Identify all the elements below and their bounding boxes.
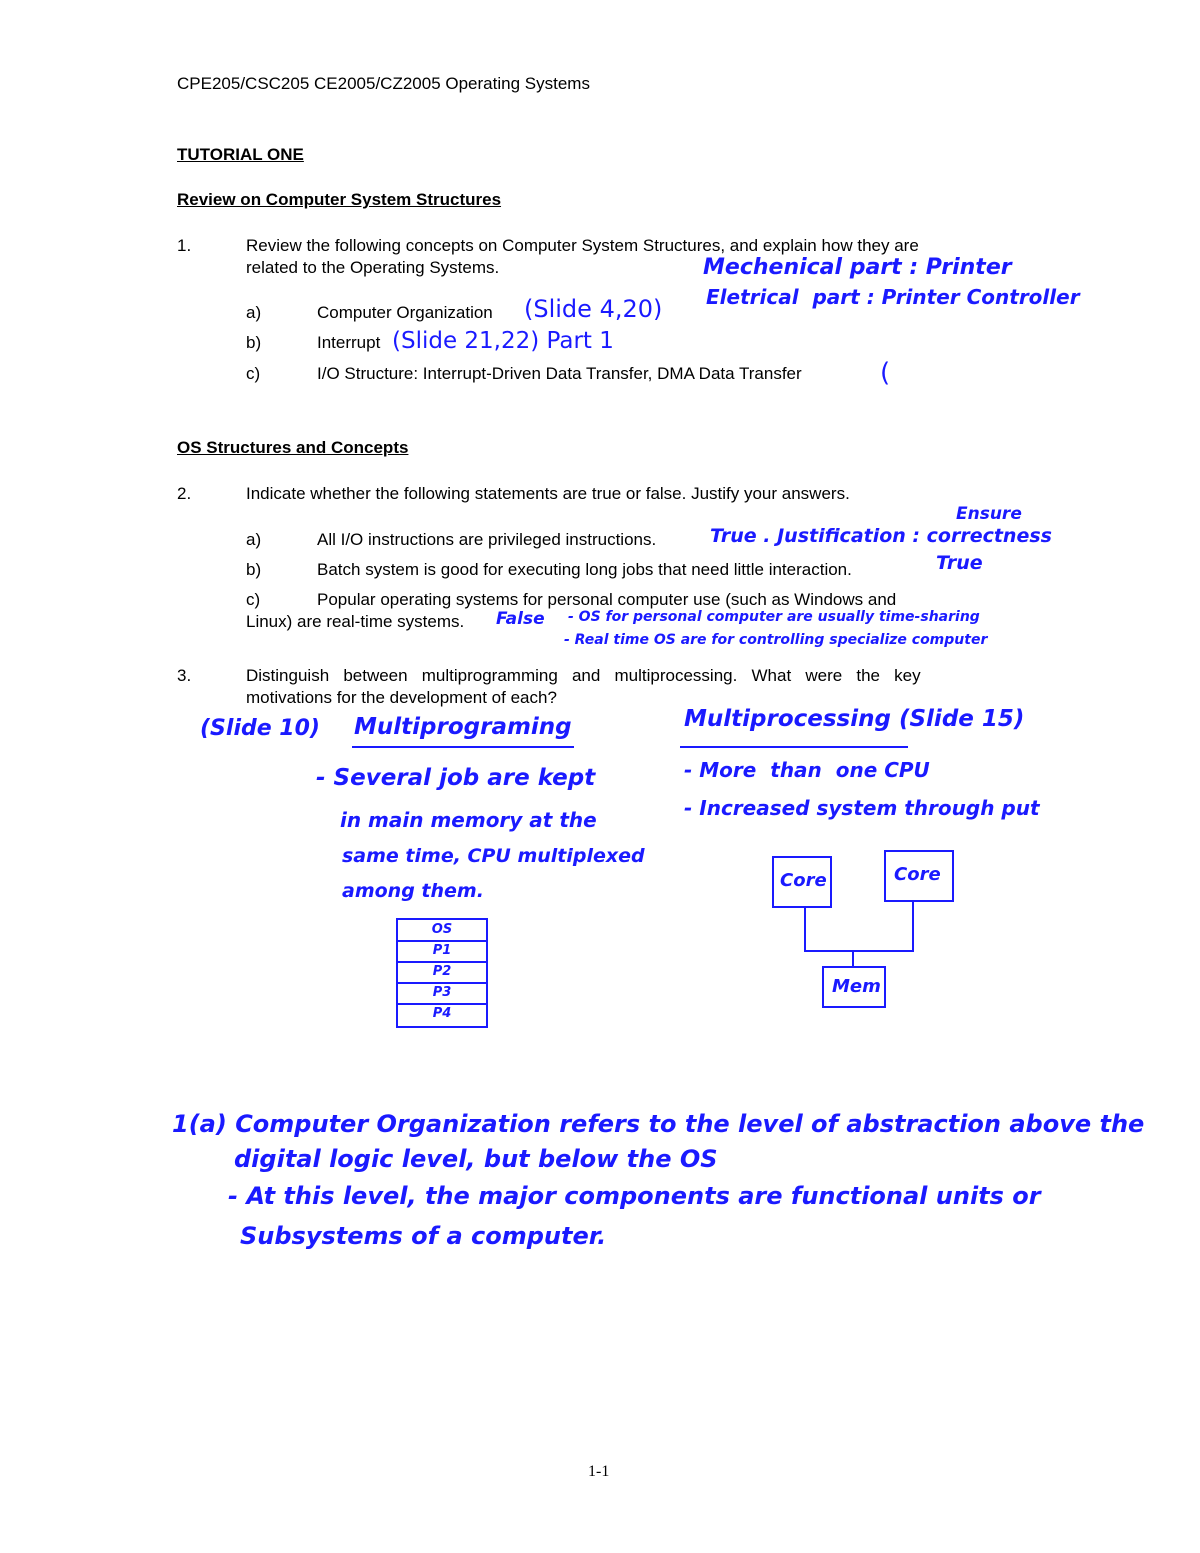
note-electrical-part: Eletrical part : Printer Controller (706, 285, 1080, 309)
item-text: Computer Organization (317, 303, 493, 322)
underline (352, 746, 574, 748)
item-label: c) (246, 364, 261, 383)
note-several-job-2: in main memory at the (340, 808, 597, 832)
answer-line-2: digital logic level, but below the OS (234, 1145, 718, 1173)
page-header: CPE205/CSC205 CE2005/CZ2005 Operating Systems (177, 74, 590, 93)
connector (804, 906, 806, 952)
connector (912, 900, 914, 952)
mem-label: Mem (832, 976, 881, 997)
note-true-b: True (936, 552, 983, 574)
note-true-justification: True . Justification : correctness (710, 525, 1052, 547)
divider (398, 940, 486, 942)
divider (398, 1003, 486, 1005)
core-label: Core (780, 870, 827, 891)
item-label: b) (246, 560, 262, 579)
core-box (772, 856, 832, 908)
memory-stack-diagram (396, 918, 488, 1028)
question-number: 1. (177, 236, 192, 255)
note-several-job-3: same time, CPU multiplexed (342, 845, 645, 867)
item-text-continued: Linux) are real-time systems. (246, 612, 465, 631)
note-slide-10: (Slide 10) (200, 716, 320, 741)
memory-cell: P3 (432, 985, 452, 1000)
note-increased-throughput: - Increased system through put (684, 796, 1040, 820)
question-1-line-1: Review the following concepts on Computer System Structures, and explain how they are (246, 236, 919, 255)
section-heading-review: Review on Computer System Structures (177, 190, 502, 209)
note-os-personal: - OS for personal computer are usually time-sharing (568, 609, 980, 625)
answer-line-4: Subsystems of a computer. (240, 1222, 607, 1250)
underline (680, 746, 908, 748)
note-slide-4-20: (Slide 4,20) (524, 295, 663, 323)
note-several-job-1: - Several job are kept (316, 765, 596, 791)
question-number: 3. (177, 666, 192, 685)
item-text: All I/O instructions are privileged instructions. (317, 530, 657, 549)
item-text: Interrupt (317, 333, 381, 352)
divider (398, 982, 486, 984)
note-multiprogramming: Multiprograming (354, 714, 572, 740)
note-mechanical-part: Mechenical part : Printer (703, 255, 1012, 280)
note-ensure: Ensure (956, 504, 1022, 524)
mem-box (822, 966, 886, 1008)
item-label: b) (246, 333, 262, 352)
item-text: Batch system is good for executing long jobs that need little interaction. (317, 560, 852, 579)
connector (804, 950, 914, 952)
tutorial-title: TUTORIAL ONE (177, 145, 304, 164)
note-false-c: False (496, 609, 545, 629)
item-label: a) (246, 303, 262, 322)
memory-cell: P2 (432, 964, 452, 979)
core-label: Core (894, 864, 941, 885)
note-slide-21-22: (Slide 21,22) Part 1 (392, 328, 614, 354)
note-more-cpu: - More than one CPU (684, 758, 930, 782)
core-box (884, 850, 954, 902)
section-heading-os: OS Structures and Concepts (177, 438, 409, 457)
item-label: c) (246, 590, 261, 609)
answer-line-3: - At this level, the major components are functional units or (228, 1182, 1041, 1210)
note-multiprocessing: Multiprocessing (Slide 15) (684, 706, 1025, 732)
note-several-job-4: among them. (342, 880, 484, 902)
memory-cell: P1 (432, 943, 452, 958)
item-text: I/O Structure: Interrupt-Driven Data Transfer, DMA Data Transfer (317, 364, 802, 383)
question-number: 2. (177, 484, 192, 503)
memory-cell: P4 (432, 1006, 452, 1021)
question-1-line-2: related to the Operating Systems. (246, 258, 500, 277)
question-2-text: Indicate whether the following statements are true or false. Justify your answers. (246, 484, 850, 503)
memory-cell: OS (431, 922, 453, 937)
note-paren: ( (880, 358, 891, 388)
answer-line-1: 1(a) Computer Organization refers to the level of abstraction above the (172, 1110, 1145, 1138)
divider (398, 961, 486, 963)
page-number: 1-1 (588, 1463, 610, 1480)
question-3-line-1: Distinguish between multiprogramming and multiprocessing. What were the key (246, 666, 921, 685)
item-text: Popular operating systems for personal computer use (such as Windows and (317, 590, 897, 609)
question-3-line-2: motivations for the development of each? (246, 688, 557, 707)
note-real-time: - Real time OS are for controlling specialize computer (564, 632, 988, 648)
item-label: a) (246, 530, 262, 549)
